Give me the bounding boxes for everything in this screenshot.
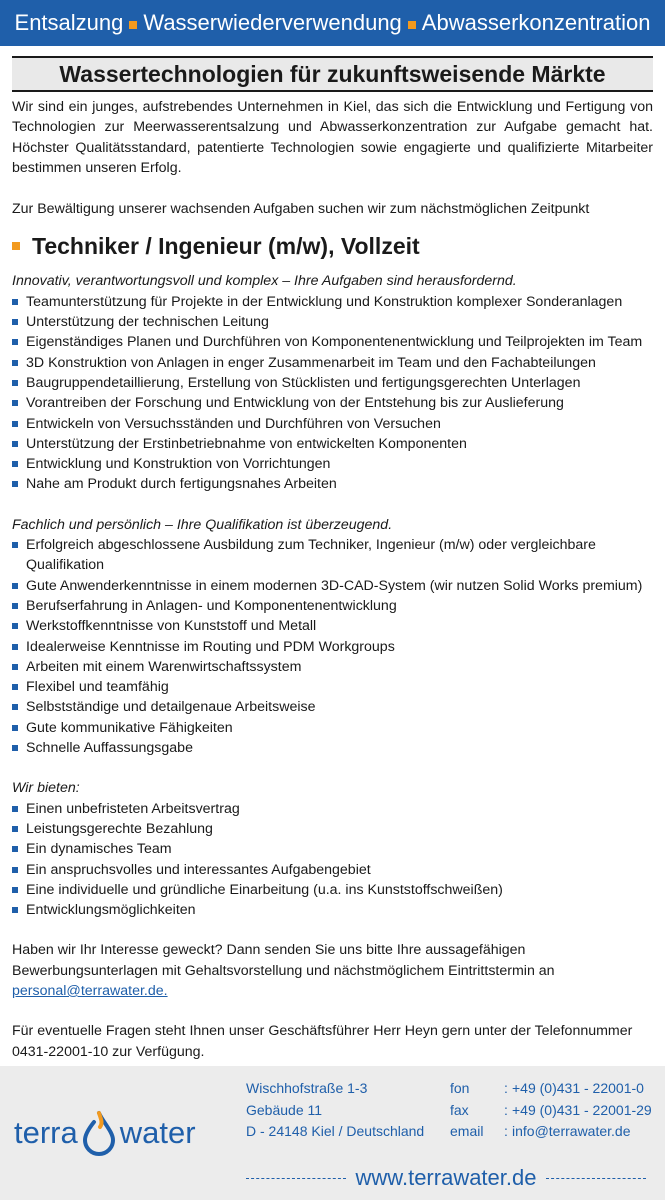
list-item: Leistungsgerechte Bezahlung bbox=[12, 819, 653, 839]
contact-block bbox=[450, 1078, 652, 1143]
list-item: Selbstständige und detailgenaue Arbeitsweise bbox=[12, 697, 653, 717]
address-line: D - 24148 Kiel / Deutschland bbox=[246, 1123, 425, 1139]
orange-square-icon bbox=[129, 21, 137, 29]
list-item: Entwickeln von Versuchsständen und Durchführen von Versuchen bbox=[12, 414, 653, 434]
lead-sentence: Zur Bewältigung unserer wachsenden Aufgaben suchen wir zum nächstmöglichen Zeitpunkt bbox=[12, 201, 590, 218]
list-item: Erfolgreich abgeschlossene Ausbildung zum Techniker, Ingenieur (m/w) oder vergleichbare Qualifikation bbox=[12, 535, 653, 576]
list-item: Einen unbefristeten Arbeitsvertrag bbox=[12, 799, 653, 819]
contact-label: fon bbox=[450, 1080, 470, 1096]
list-item: Gute kommunikative Fähigkeiten bbox=[12, 718, 653, 738]
address-line: Gebäude 11 bbox=[246, 1101, 323, 1118]
list-item: Idealerweise Kenntnisse im Routing und PDM Workgroups bbox=[12, 637, 653, 657]
job-title-text: Techniker / Ingenieur (m/w), Vollzeit bbox=[32, 233, 420, 260]
list-item: Vorantreiben der Forschung und Entwicklung von der Entstehung bis zur Auslieferung bbox=[12, 393, 653, 413]
list-item: Werkstoffkenntnisse von Kunststoff und Metall bbox=[12, 616, 653, 636]
list-item: Schnelle Auffassungsgabe bbox=[12, 738, 653, 758]
website-line bbox=[246, 1165, 646, 1191]
company-footer bbox=[0, 1066, 665, 1200]
tasks-heading: Innovativ, verantwortungsvoll und komplex – Ihre Aufgaben sind herausfordernd. bbox=[12, 273, 517, 290]
fax-number: +49 (0)431 - 22001-29 bbox=[512, 1101, 652, 1118]
tagline-item: Wasserwiederverwendung bbox=[143, 10, 402, 35]
address-line: Wischhofstraße 1-3 bbox=[246, 1080, 368, 1096]
contact-row-fax: fax : +49 (0)431 - 22001-29 bbox=[450, 1100, 652, 1122]
qualifications-list bbox=[12, 535, 653, 758]
job-ad-body bbox=[12, 97, 653, 1062]
list-item: Arbeiten mit einem Warenwirtschaftssystem bbox=[12, 657, 653, 677]
orange-square-icon bbox=[408, 21, 416, 29]
list-item: Unterstützung der technischen Leitung bbox=[12, 312, 653, 332]
terrawater-logo bbox=[14, 1110, 196, 1156]
water-drop-icon bbox=[82, 1110, 116, 1156]
list-item: Berufserfahrung in Anlagen- und Komponentenentwicklung bbox=[12, 596, 653, 616]
job-title bbox=[12, 229, 653, 263]
list-item: Ein anspruchsvolles und interessantes Aufgabengebiet bbox=[12, 860, 653, 880]
list-item: Entwicklungsmöglichkeiten bbox=[12, 900, 653, 920]
phone-number[interactable]: +49 (0)431 - 22001-0 bbox=[512, 1080, 644, 1096]
list-item: Gute Anwenderkenntnisse in einem modernen 3D-CAD-System (wir nutzen Solid Works premium) bbox=[12, 576, 653, 596]
logo-text-terra: terra bbox=[14, 1115, 78, 1150]
tagline-bar bbox=[0, 0, 665, 46]
list-item: 3D Konstruktion von Anlagen in enger Zusammenarbeit im Team und den Fachabteilungen bbox=[12, 353, 653, 373]
email-address[interactable]: info@terrawater.de bbox=[512, 1123, 631, 1139]
list-item: Entwicklung und Konstruktion von Vorrichtungen bbox=[12, 454, 653, 474]
tagline-item: Entsalzung bbox=[14, 10, 124, 35]
offer-list bbox=[12, 799, 653, 921]
application-paragraph bbox=[12, 940, 653, 1001]
contact-label: email bbox=[450, 1123, 484, 1139]
tasks-list bbox=[12, 292, 653, 495]
application-email-link[interactable]: personal@terrawater.de. bbox=[12, 982, 168, 999]
tagline-item: Abwasserkonzentration bbox=[421, 10, 651, 35]
website-link[interactable]: www.terrawater.de bbox=[355, 1165, 537, 1190]
company-intro: Wir sind ein junges, aufstrebendes Unternehmen in Kiel, das sich die Entwicklung und Fertigung von Technologien zur Meerwasserentsalzung und Abwasserkonzentration zur Aufgabe gemacht hat. Höchster Qualitätsstandard, patentierte Technologien sowie engagierte und qualifizierte Mitarbeiter bestimmen unseren Erfolg. bbox=[12, 99, 653, 176]
list-item: Flexibel und teamfähig bbox=[12, 677, 653, 697]
list-item: Eine individuelle und gründliche Einarbeitung (u.a. ins Kunststoffschweißen) bbox=[12, 880, 653, 900]
list-item: Teamunterstützung für Projekte in der Entwicklung und Konstruktion komplexer Sonderanlagen bbox=[12, 292, 653, 312]
list-item: Unterstützung der Erstinbetriebnahme von entwickelten Komponenten bbox=[12, 434, 653, 454]
page-title: Wassertechnologien für zukunftsweisende Märkte bbox=[12, 56, 653, 92]
contact-label: fax bbox=[450, 1101, 469, 1118]
list-item: Eigenständiges Planen und Durchführen von Komponentenentwicklung und Teilprojekten im Team bbox=[12, 332, 653, 352]
address-block bbox=[246, 1078, 424, 1143]
list-item: Baugruppendetaillierung, Erstellung von Stücklisten und fertigungsgerechten Unterlagen bbox=[12, 373, 653, 393]
logo-text-water: water bbox=[119, 1115, 196, 1150]
application-text: Haben wir Ihr Interesse geweckt? Dann senden Sie uns bitte Ihre aussagefähigen Bewerbungsunterlagen mit Gehaltsvorstellung und nächstmöglichem Eintrittstermin an bbox=[12, 942, 555, 979]
list-item: Nahe am Produkt durch fertigungsnahes Arbeiten bbox=[12, 474, 653, 494]
questions-paragraph: Für eventuelle Fragen steht Ihnen unser Geschäftsführer Herr Heyn gern unter der Telefonnummer 0431-22001-10 zur Verfügung. bbox=[12, 1023, 633, 1060]
divider bbox=[546, 1178, 646, 1179]
qualifications-heading: Fachlich und persönlich – Ihre Qualifikation ist überzeugend. bbox=[12, 516, 393, 533]
list-item: Ein dynamisches Team bbox=[12, 839, 653, 859]
contact-row-email: email : info@terrawater.de bbox=[450, 1121, 652, 1143]
divider bbox=[246, 1178, 346, 1179]
contact-row-phone: fon : +49 (0)431 - 22001-0 bbox=[450, 1078, 652, 1100]
orange-square-icon bbox=[12, 242, 20, 250]
offer-heading: Wir bieten: bbox=[12, 780, 80, 797]
